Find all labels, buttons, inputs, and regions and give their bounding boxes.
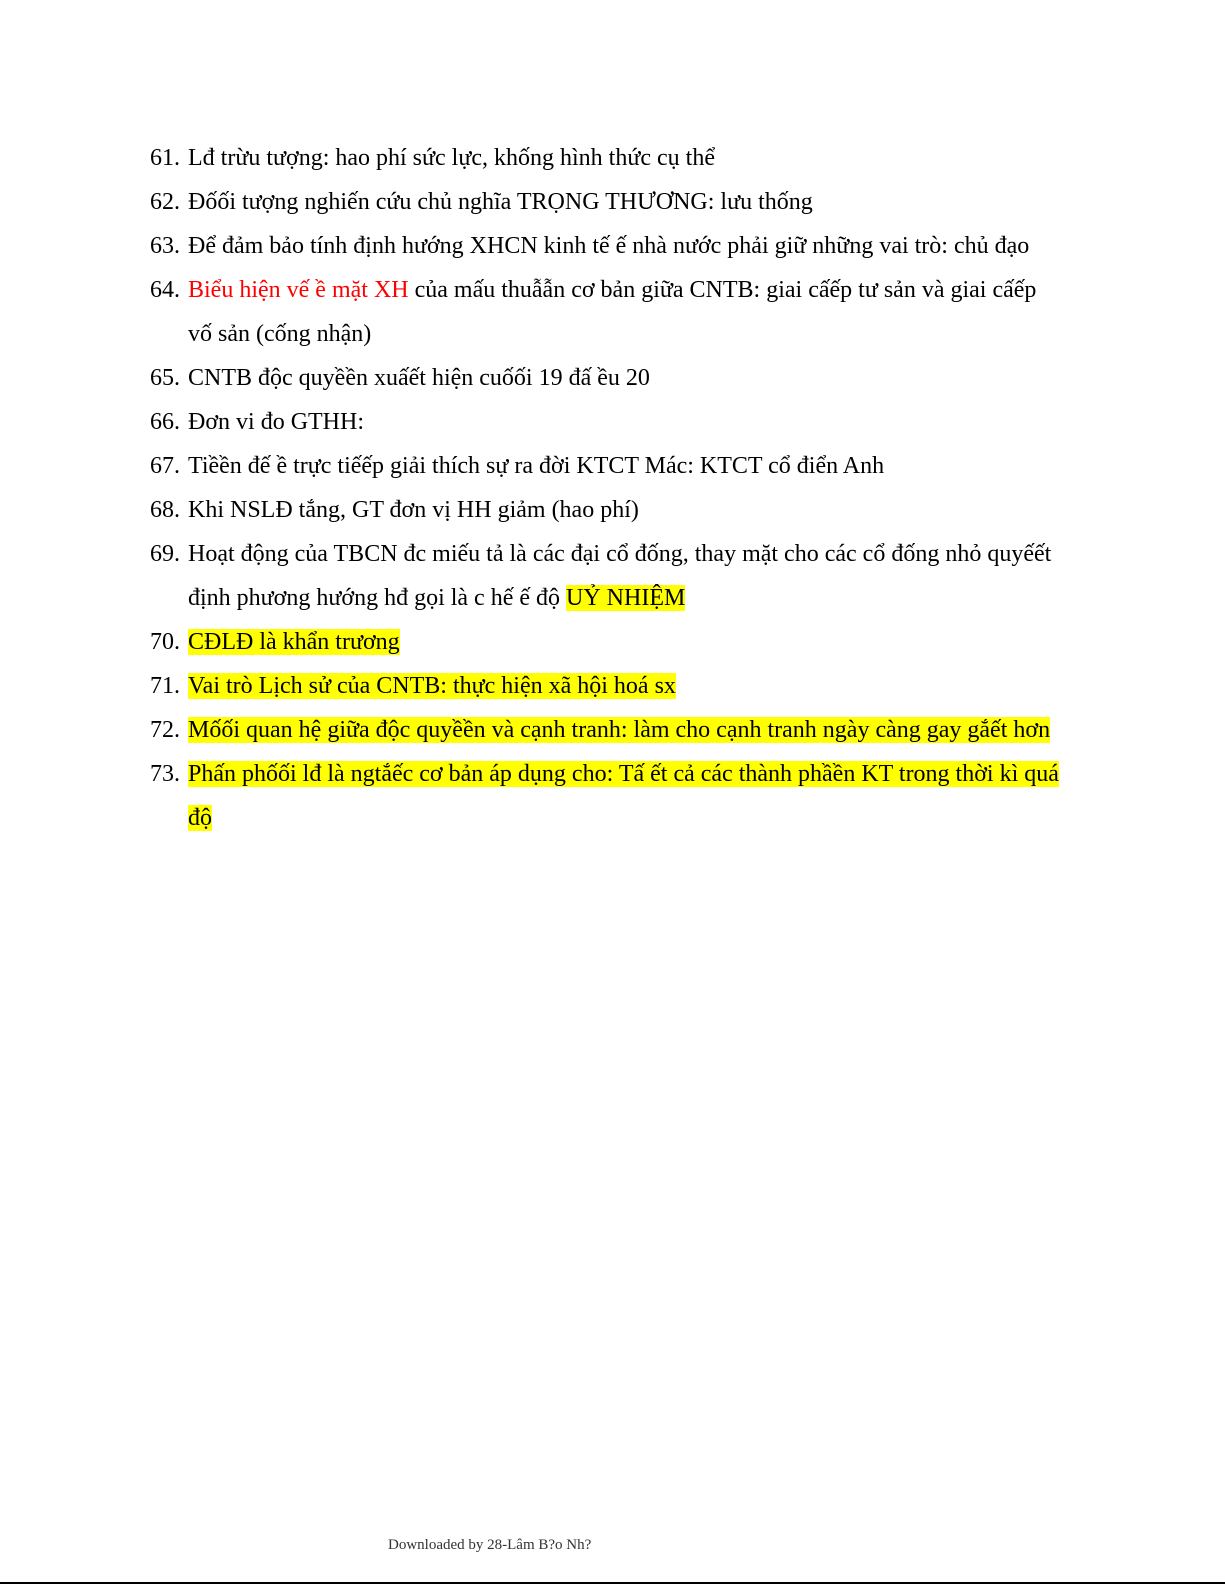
item-text xyxy=(188,532,1060,620)
item-number: 62. xyxy=(150,189,180,215)
page-bottom-divider xyxy=(0,1582,1225,1584)
item-text xyxy=(188,664,1060,708)
highlighted-text: Mốối quan hệ giữa độc quyềền và cạnh tranh: làm cho cạnh tranh ngày càng gay gắết hơn xyxy=(188,717,1051,743)
download-footer: Downloaded by 28-Lâm B?o Nh? xyxy=(388,1537,592,1553)
item-number: 61. xyxy=(150,145,180,171)
list-item xyxy=(150,752,1060,840)
item-segment: Tiềền đế ề trực tiếếp giải thích sự ra đời KTCT Mác: KTCT cổ điển Anh xyxy=(188,453,885,479)
item-segment: CNTB độc quyềền xuấết hiện cuốối 19 đấ ều 20 xyxy=(188,365,650,391)
list-item xyxy=(150,708,1060,752)
list-item xyxy=(150,444,1060,488)
item-text xyxy=(188,620,1060,664)
item-number: 72. xyxy=(150,717,180,743)
item-segment: của mấu thuẫẫn cơ bản giữa CNTB: giai cấếp tư sản và giai cấếp vố sản (cống nhận) xyxy=(188,277,1037,347)
list-item xyxy=(150,224,1060,268)
item-text xyxy=(188,224,1060,268)
item-number: 67. xyxy=(150,453,180,479)
list-item xyxy=(150,400,1060,444)
item-number: 70. xyxy=(150,629,180,655)
item-segment: Hoạt động của TBCN đc miếu tả là các đại cổ đống, thay mặt cho các cổ đống nhỏ quyếết định phương hướng hđ gọi là c hế ế độ xyxy=(188,541,1052,611)
list-item xyxy=(150,664,1060,708)
item-text xyxy=(188,136,1060,180)
list-item xyxy=(150,136,1060,180)
item-text xyxy=(188,268,1060,356)
highlighted-text: Phấn phốối lđ là ngtắếc cơ bản áp dụng cho: Tấ ết cả các thành phầền KT trong thời kì quá độ xyxy=(188,761,1059,831)
item-number: 68. xyxy=(150,497,180,523)
item-segment: Lđ trừu tượng: hao phí sức lực, khống hình thức cụ thể xyxy=(188,145,715,171)
item-segment: Đốối tượng nghiến cứu chủ nghĩa TRỌNG THƯƠNG: lưu thống xyxy=(188,189,813,215)
item-segment: Khi NSLĐ tắng, GT đơn vị HH giảm (hao phí) xyxy=(188,497,639,523)
highlighted-text: CĐLĐ là khẩn trương xyxy=(188,629,400,655)
item-text xyxy=(188,708,1060,752)
red-emphasis-text: Biểu hiện vế ề mặt XH xyxy=(188,277,409,303)
list-item xyxy=(150,620,1060,664)
list-item xyxy=(150,488,1060,532)
highlighted-text: UỶ NHIỆM xyxy=(566,585,686,611)
item-text xyxy=(188,444,1060,488)
item-text xyxy=(188,488,1060,532)
list-item xyxy=(150,268,1060,356)
list-item xyxy=(150,356,1060,400)
item-text xyxy=(188,400,1060,444)
item-number: 69. xyxy=(150,541,180,567)
list-item xyxy=(150,532,1060,620)
item-number: 63. xyxy=(150,233,180,259)
item-text xyxy=(188,752,1060,840)
item-number: 64. xyxy=(150,277,180,303)
item-text xyxy=(188,180,1060,224)
highlighted-text: Vai trò Lịch sử của CNTB: thực hiện xã hội hoá sx xyxy=(188,673,676,699)
item-text xyxy=(188,356,1060,400)
list-item xyxy=(150,180,1060,224)
item-segment: Để đảm bảo tính định hướng XHCN kinh tế ế nhà nước phải giữ những vai trò: chủ đạo xyxy=(188,233,1030,259)
item-segment: Đơn vi đo GTHH: xyxy=(188,409,365,435)
item-number: 65. xyxy=(150,365,180,391)
question-answer-list xyxy=(150,136,1060,840)
item-number: 73. xyxy=(150,761,180,787)
item-number: 66. xyxy=(150,409,180,435)
item-number: 71. xyxy=(150,673,180,699)
